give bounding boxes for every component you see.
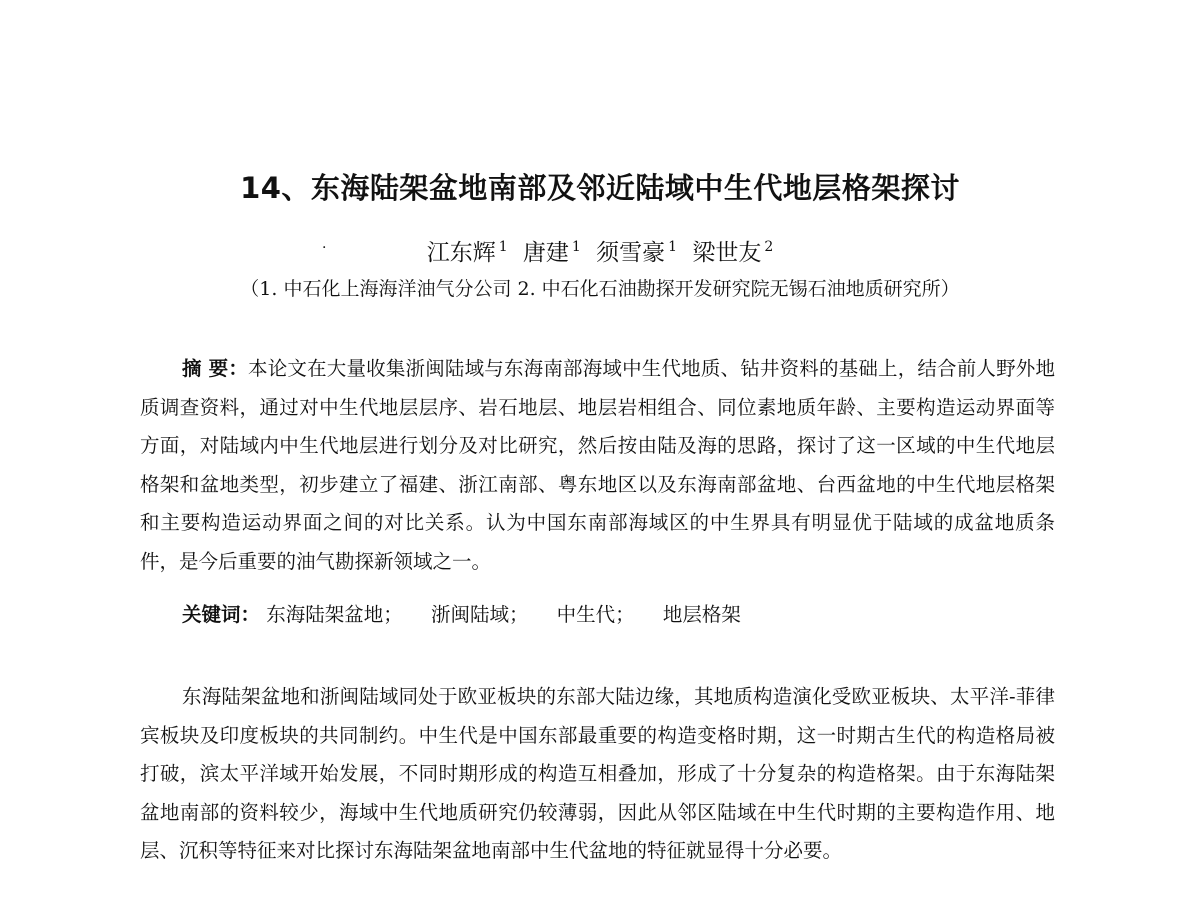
abstract-text: 本论文在大量收集浙闽陆域与东海南部海域中生代地质、钻井资料的基础上，结合前人野外地质调查资料，通过对中生代地层层序、岩石地层、地层岩相组合、同位素地质年龄、主要构造运动界面等方面，对陆域内中生代地层进行划分及对比研究，然后按由陆及海的思路，探讨了这一区域的中生代地层格架和盆地类型，初步建立了福建、浙江南部、粤东地区以及东海南部盆地、台西盆地的中生代地层格架和主要构造运动界面之间的对比关系。认为中国东南部海域区的中生界具有明显优于陆域的成盆地质条件，是今后重要的油气勘探新领域之一。 [140,357,1055,573]
author [427,240,508,266]
author-affiliation-mark: 1 [668,239,678,255]
affiliations: （1. 中石化上海海洋油气分公司 2. 中石化石油勘探开发研究院无锡石油地质研究所） [240,278,960,300]
author-affiliation-mark: 1 [571,239,581,255]
author-list [0,230,1200,270]
stray-mark: · [322,240,327,256]
keyword: 地层格架 [662,603,741,626]
author-name: 唐建 [522,240,569,266]
author-affiliation-mark: 2 [764,239,774,255]
body-paragraph: 东海陆架盆地和浙闽陆域同处于欧亚板块的东部大陆边缘，其地质构造演化受欧亚板块、太平洋-菲律宾板块及印度板块的共同制约。中生代是中国东部最重要的构造变格时期，这一时期古生代的构造格局被打破，滨太平洋域开始发展，不同时期形成的构造互相叠加，形成了十分复杂的构造格架。由于东海陆架盆地南部的资料较少，海域中生代地质研究仍较薄弱，因此从邻区陆域在中生代时期的主要构造作用、地层、沉积等特征来对比探讨东海陆架盆地南部中生代盆地的特征就显得十分必要。 [140,685,1055,862]
author [692,240,773,266]
keyword: 中生代； [556,603,635,626]
author-name: 梁世友 [692,240,762,266]
author [523,240,581,266]
author-name: 须雪豪 [596,240,666,266]
keywords-label: 关键词： [182,603,261,626]
keywords [182,597,763,633]
keyword: 东海陆架盆地； [266,603,403,626]
keyword: 浙闽陆域； [430,603,529,626]
abstract [140,350,1055,581]
author-name: 江东辉 [426,240,496,266]
author-affiliation-mark: 1 [498,239,508,255]
abstract-label: 摘 要： [182,357,249,380]
paper-title: 14、东海陆架盆地南部及邻近陆域中生代地层格架探讨 [240,171,960,205]
author [596,240,677,266]
